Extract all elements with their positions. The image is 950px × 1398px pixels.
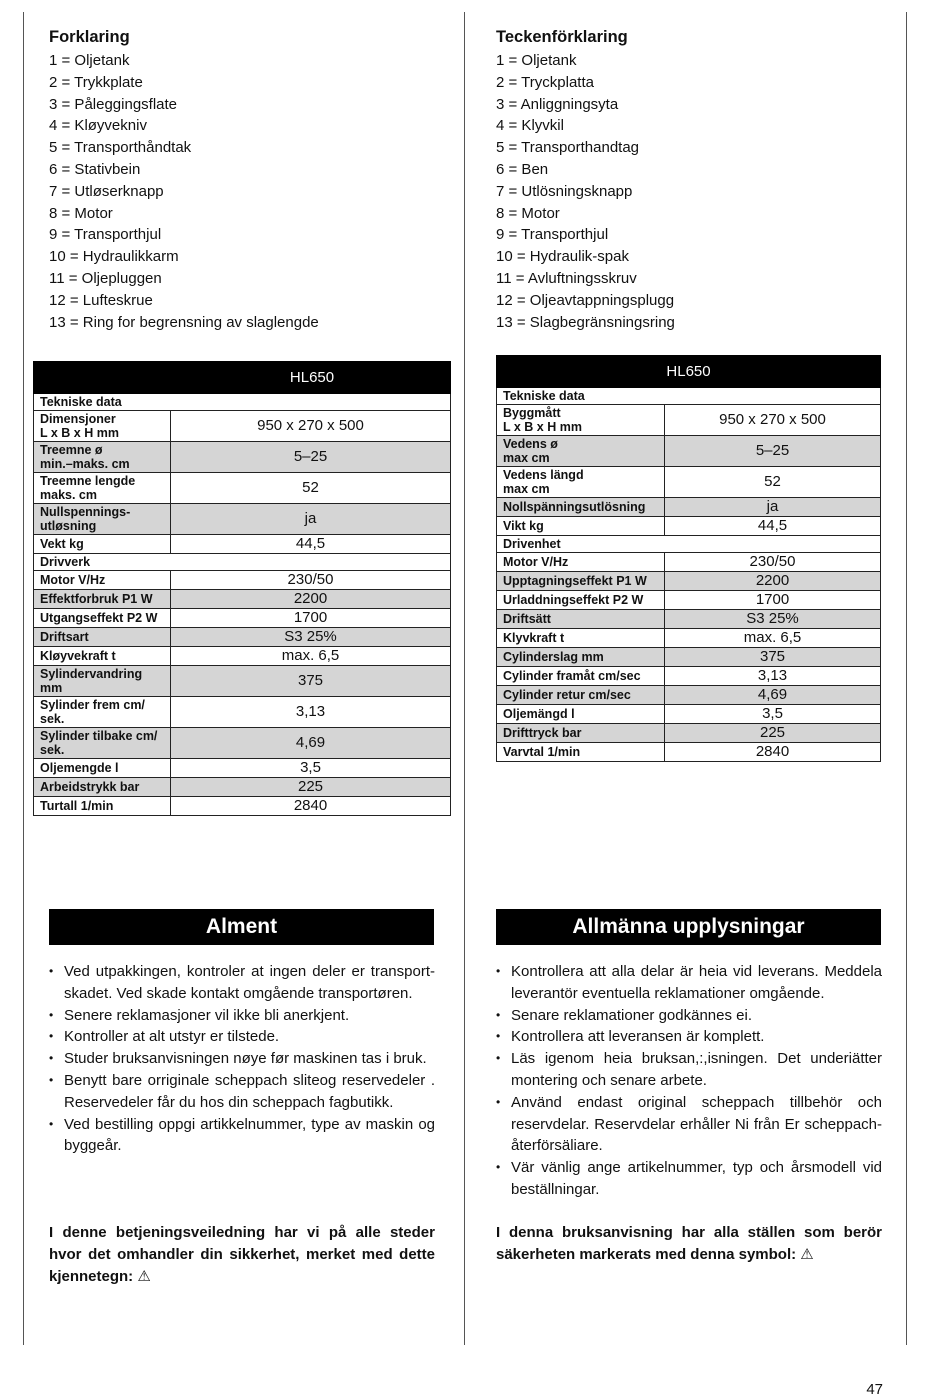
legend-item: 12 = Lufteskrue xyxy=(49,291,153,309)
table-cell-value: 5–25 xyxy=(171,442,451,473)
table-cell-label: Cylinderslag mm xyxy=(497,648,665,667)
legend-item: 1 = Oljetank xyxy=(496,52,577,69)
legend-item: 4 = Kløyvekniv xyxy=(49,117,147,135)
legend-item: 3 = Anliggningsyta xyxy=(496,95,619,113)
table-row xyxy=(34,535,451,554)
table-row xyxy=(34,628,451,647)
table-cell-label: Upptagningseffekt P1 W xyxy=(497,572,665,591)
table-cell-value: 52 xyxy=(171,473,451,504)
center-divider-line xyxy=(464,12,465,1345)
list-item: • Kontrollera att alla delar är heia vid leverans. Meddela leverantör eventuella reklamationer omgående. xyxy=(496,961,882,1005)
table-cell-value: 2200 xyxy=(171,590,451,609)
legend-item: 12 = Oljeavtappningsplugg xyxy=(496,291,675,309)
right-border-line xyxy=(906,12,907,1345)
legend-item: 7 = Utlösningsknapp xyxy=(496,182,633,200)
legend-item: 5 = Transporthandtag xyxy=(496,139,640,157)
table-cell-value: 230/50 xyxy=(665,553,881,572)
table-row xyxy=(34,797,451,816)
list-item: • Läs igenom heia bruksan,:,isningen. Det underiätter montering och senare arbete. xyxy=(496,1048,882,1092)
table-cell-value: 1700 xyxy=(665,591,881,610)
table-section-label: Tekniske data xyxy=(497,388,881,405)
table-cell-label: Klyvkraft t xyxy=(497,629,665,648)
legend-swedish xyxy=(496,28,882,333)
table-cell-value: ja xyxy=(171,504,451,535)
table-cell-value: 950 x 270 x 500 xyxy=(171,411,451,442)
legend-item: 10 = Hydraulikkarm xyxy=(49,248,179,266)
table-cell-label: Vekt kg xyxy=(34,535,171,554)
table-cell-value: 44,5 xyxy=(171,535,451,554)
table-cell-label: Turtall 1/min xyxy=(34,797,171,816)
page-number: 47 xyxy=(866,1381,883,1398)
table-cell-label: Arbeidstrykk bar xyxy=(34,778,171,797)
table-row xyxy=(497,743,881,762)
table-cell-label: Motor V/Hz xyxy=(497,553,665,572)
list-item: • Studer bruksanvisningen nøye før maskinen tas i bruk. xyxy=(49,1048,435,1070)
table-row xyxy=(497,629,881,648)
legend-item: 13 = Slagbegränsningsring xyxy=(496,313,675,331)
table-cell-value: 2840 xyxy=(665,743,881,762)
table-row xyxy=(34,411,451,442)
table-cell-label: Varvtal 1/min xyxy=(497,743,665,762)
table-cell-value: 375 xyxy=(665,648,881,667)
warning-triangle-icon: ⚠ xyxy=(800,1246,814,1263)
table-row xyxy=(497,724,881,743)
table-cell-label: Driftsätt xyxy=(497,610,665,629)
table-cell-label: Cylinder retur cm/sec xyxy=(497,686,665,705)
table-cell-label: Oljemengde l xyxy=(34,759,171,778)
table-cell-label: Vedens längd max cm xyxy=(497,467,665,498)
table-cell-value: 2200 xyxy=(665,572,881,591)
table-cell-label: Cylinder framåt cm/sec xyxy=(497,667,665,686)
table-row xyxy=(34,571,451,590)
table-section-label: Tekniske data xyxy=(34,394,451,411)
table-row xyxy=(34,666,451,697)
table-cell-label: Sylinder frem cm/ sek. xyxy=(34,697,171,728)
table-cell-label: Sylindervandring mm xyxy=(34,666,171,697)
list-item: • Senare reklamationer godkännes ei. xyxy=(496,1005,882,1027)
table-row xyxy=(497,610,881,629)
legend-item: 4 = Klyvkil xyxy=(496,117,564,135)
table-cell-value: 225 xyxy=(171,778,451,797)
table-cell-label: Driftsart xyxy=(34,628,171,647)
table-cell-label: Kløyvekraft t xyxy=(34,647,171,666)
table-cell-value: 5–25 xyxy=(665,436,881,467)
table-cell-value: 4,69 xyxy=(665,686,881,705)
table-cell-value: 1700 xyxy=(171,609,451,628)
list-item: • Benytt bare orriginale scheppach sliteog reservedeler . Reservedeler får du hos din scheppach fagbutikk. xyxy=(49,1070,435,1114)
legend-list xyxy=(49,50,435,333)
technical-data-table-norwegian xyxy=(33,361,451,816)
table-cell-value: 2840 xyxy=(171,797,451,816)
table-row xyxy=(497,648,881,667)
safety-note xyxy=(496,1222,882,1266)
table-row xyxy=(497,498,881,517)
table-row xyxy=(34,590,451,609)
table-row xyxy=(497,572,881,591)
list-item: • Kontrollera att leveransen är komplett. xyxy=(496,1026,882,1048)
legend-item: 8 = Motor xyxy=(49,204,113,222)
legend-item: 5 = Transporthåndtak xyxy=(49,139,192,157)
legend-item: 1 = Oljetank xyxy=(49,52,130,69)
legend-item: 11 = Avluftningsskruv xyxy=(496,269,637,287)
table-cell-label: Byggmått L x B x H mm xyxy=(497,405,665,436)
table-row xyxy=(497,686,881,705)
table-cell-value: 375 xyxy=(171,666,451,697)
legend-title: Teckenförklaring xyxy=(496,28,628,46)
table-section-row xyxy=(497,388,881,405)
table-row xyxy=(34,759,451,778)
safety-note-text: I denna bruksanvisning har alla ställen som berör säkerheten markerats med denna symbol: xyxy=(496,1224,882,1263)
list-item: • Vär vänlig ange artikelnummer, typ och årsmodell vid beställningar. xyxy=(496,1157,882,1201)
table-section-label: Drivenhet xyxy=(497,536,881,553)
section-banner-general: Alment xyxy=(49,909,434,945)
table-cell-value: 3,5 xyxy=(171,759,451,778)
table-row xyxy=(34,504,451,535)
table-cell-label: Dimensjoner L x B x H mm xyxy=(34,411,171,442)
table-cell-value: 44,5 xyxy=(665,517,881,536)
legend-norwegian xyxy=(49,28,435,333)
table-section-row xyxy=(34,554,451,571)
table-model-header: HL650 xyxy=(34,362,451,394)
list-item: • Ved utpakkingen, kontroler at ingen deler er transport-skadet. Ved skade kontakt omgående transportøren. xyxy=(49,961,435,1005)
table-cell-label: Oljemängd l xyxy=(497,705,665,724)
legend-list xyxy=(496,50,882,333)
table-row xyxy=(497,405,881,436)
table-cell-value: S3 25% xyxy=(171,628,451,647)
table-row xyxy=(34,647,451,666)
table-row xyxy=(34,609,451,628)
list-item: • Ved bestilling oppgi artikkelnummer, type av maskin og byggeår. xyxy=(49,1114,435,1158)
legend-item: 2 = Trykkplate xyxy=(49,73,143,91)
table-cell-label: Nullspennings- utløsning xyxy=(34,504,171,535)
table-cell-value: S3 25% xyxy=(665,610,881,629)
table-cell-label: Treemne ø min.–maks. cm xyxy=(34,442,171,473)
safety-note xyxy=(49,1222,435,1288)
table-row xyxy=(34,697,451,728)
general-info-list xyxy=(496,961,882,1201)
table-cell-value: 3,13 xyxy=(665,667,881,686)
left-border-line xyxy=(23,12,24,1345)
table-cell-value: 230/50 xyxy=(171,571,451,590)
table-cell-label: Vedens ø max cm xyxy=(497,436,665,467)
legend-item: 11 = Oljepluggen xyxy=(49,269,162,287)
table-cell-label: Effektforbruk P1 W xyxy=(34,590,171,609)
list-item: • Kontroller at alt utstyr er tilstede. xyxy=(49,1026,435,1048)
table-row xyxy=(34,778,451,797)
warning-triangle-icon: ⚠ xyxy=(137,1268,151,1285)
table-cell-value: 3,5 xyxy=(665,705,881,724)
legend-item: 7 = Utløserknapp xyxy=(49,182,164,200)
table-cell-value: 3,13 xyxy=(171,697,451,728)
section-banner-general: Allmänna upplysningar xyxy=(496,909,881,945)
table-row xyxy=(497,517,881,536)
legend-item: 13 = Ring for begrensning av slaglengde xyxy=(49,313,319,331)
table-cell-label: Motor V/Hz xyxy=(34,571,171,590)
technical-data-table-swedish xyxy=(496,355,881,762)
table-cell-value: max. 6,5 xyxy=(171,647,451,666)
table-section-row xyxy=(34,394,451,411)
legend-item: 9 = Transporthjul xyxy=(49,226,162,244)
table-cell-value: 4,69 xyxy=(171,728,451,759)
table-row xyxy=(497,436,881,467)
table-cell-label: Urladdningseffekt P2 W xyxy=(497,591,665,610)
table-cell-label: Vikt kg xyxy=(497,517,665,536)
table-row xyxy=(497,667,881,686)
table-cell-label: Utgangseffekt P2 W xyxy=(34,609,171,628)
table-row xyxy=(497,591,881,610)
legend-item: 9 = Transporthjul xyxy=(496,226,609,244)
list-item: • Senere reklamasjoner vil ikke bli anerkjent. xyxy=(49,1005,435,1027)
table-row xyxy=(497,705,881,724)
list-item: • Använd endast original scheppach tillbehör och reservdelar. Reservdelar erhåller Ni från Er scheppach-återförsäliare. xyxy=(496,1092,882,1157)
legend-item: 6 = Stativbein xyxy=(49,160,141,178)
table-cell-label: Nollspänningsutlösning xyxy=(497,498,665,517)
table-row xyxy=(34,473,451,504)
legend-item: 2 = Tryckplatta xyxy=(496,73,594,91)
table-cell-value: 52 xyxy=(665,467,881,498)
table-cell-label: Drifttryck bar xyxy=(497,724,665,743)
legend-item: 3 = Påleggingsflate xyxy=(49,95,178,113)
safety-note-text: I denne betjeningsveiledning har vi på alle steder hvor det omhandler din sikkerhet, merket med dette kjennetegn: xyxy=(49,1224,435,1285)
table-cell-value: 225 xyxy=(665,724,881,743)
table-cell-label: Sylinder tilbake cm/ sek. xyxy=(34,728,171,759)
table-section-label: Drivverk xyxy=(34,554,451,571)
table-row xyxy=(34,442,451,473)
table-cell-value: max. 6,5 xyxy=(665,629,881,648)
table-section-row xyxy=(497,536,881,553)
table-row xyxy=(497,553,881,572)
legend-item: 8 = Motor xyxy=(496,204,560,222)
table-cell-value: 950 x 270 x 500 xyxy=(665,405,881,436)
table-model-header: HL650 xyxy=(497,356,881,388)
general-info-list xyxy=(49,961,435,1157)
table-cell-value: ja xyxy=(665,498,881,517)
legend-title: Forklaring xyxy=(49,28,130,46)
legend-item: 10 = Hydraulik-spak xyxy=(496,248,629,266)
table-row xyxy=(34,728,451,759)
table-row xyxy=(497,467,881,498)
legend-item: 6 = Ben xyxy=(496,160,549,178)
table-cell-label: Treemne lengde maks. cm xyxy=(34,473,171,504)
